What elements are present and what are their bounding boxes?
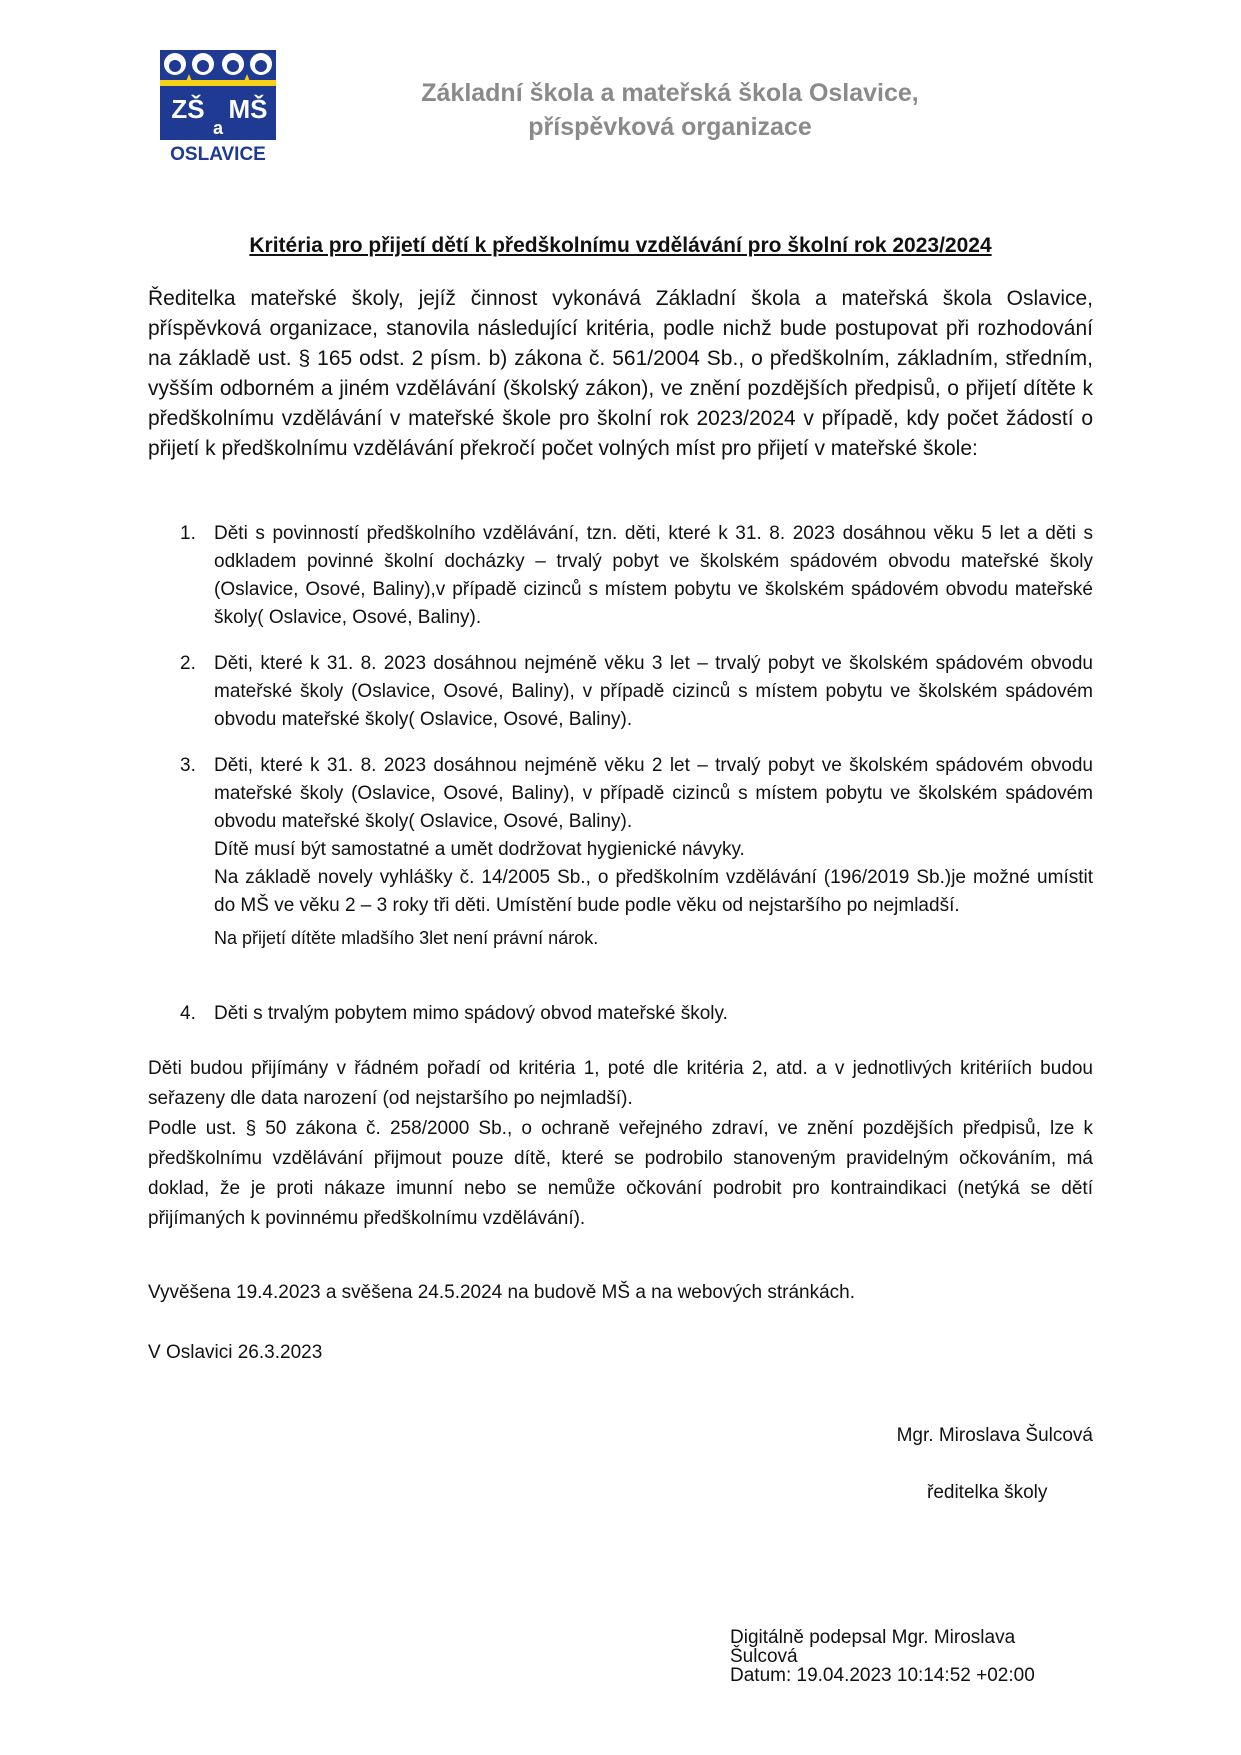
digital-signature-date: Datum: 19.04.2023 10:14:52 +02:00 <box>730 1665 1035 1686</box>
ordering-paragraph: Děti budou přijímány v řádném pořadí od kritéria 1, poté dle kritéria 2, atd. a v jednotlivých kritériích budou seřazeny dle data narození (od nejstaršího po nejmladší). <box>148 1058 1093 1109</box>
school-name-line1: Základní škola a mateřská škola Oslavice, <box>421 79 919 107</box>
criterion-text: Děti, které k 31. 8. 2023 dosáhnou nejméně věku 3 let – trvalý pobyt ve školském spádovém obvodu mateřské školy (Oslavice, Osové, Baliny), v případě cizinců s místem pobytu ve školském spádovém obvodu mateřské školy( Oslavice, Osové, Baliny). <box>214 653 1093 730</box>
school-name-line2: příspěvková organizace <box>528 113 812 141</box>
place-and-date: V Oslavici 26.3.2023 <box>148 1342 323 1363</box>
criterion-number: 1. <box>180 523 196 544</box>
closing-paragraphs <box>148 1054 1093 1234</box>
criterion-text: Děti, které k 31. 8. 2023 dosáhnou nejméně věku 2 let – trvalý pobyt ve školském spádovém obvodu mateřské školy (Oslavice, Osové, Baliny), v případě cizinců s místem pobytu ve školském spádovém obvodu mateřské školy( Oslavice, Osové, Baliny). <box>214 755 1093 832</box>
criterion-item <box>148 1000 1093 1028</box>
criterion-text: Děti s povinností předškolního vzdělávání, tzn. děti, které k 31. 8. 2023 dosáhnou věku 5 let a děti s odkladem povinné školní docházky – trvalý pobyt ve školském spádovém obvodu mateřské školy (Oslavice, Osové, Baliny),v případě cizinců s místem pobytu ve školském spádovém obvodu mateřské školy( Oslavice, Osové, Baliny). <box>214 523 1093 628</box>
signer-name: Mgr. Miroslava Šulcová <box>896 1425 1093 1446</box>
school-name-header <box>390 76 950 144</box>
criterion-number: 2. <box>180 653 196 674</box>
criterion-number: 4. <box>180 1003 196 1024</box>
criterion-item <box>148 520 1093 632</box>
school-logo <box>160 50 276 166</box>
digital-signature-line1: Digitálně podepsal Mgr. Miroslava <box>730 1627 1016 1648</box>
criterion-item <box>148 650 1093 734</box>
logo-zs: ZŠ <box>171 94 205 124</box>
signer-role: ředitelka školy <box>927 1482 1048 1503</box>
logo-oslavice: OSLAVICE <box>170 144 266 165</box>
criterion-number: 3. <box>180 755 196 776</box>
criterion-note-legal: Na přijetí dítěte mladšího 3let není právní nárok. <box>214 928 599 948</box>
criterion-note-hygiene: Dítě musí být samostatné a umět dodržovat hygienické návyky. <box>214 839 745 860</box>
digital-signature-line2: Šulcová <box>730 1646 798 1667</box>
posting-note: Vyvěšena 19.4.2023 a svěšena 24.5.2024 na budově MŠ a na webových stránkách. <box>148 1282 855 1303</box>
digital-signature <box>730 1628 1110 1685</box>
logo-ms: MŠ <box>228 94 268 124</box>
logo-a: a <box>212 118 224 138</box>
intro-paragraph: Ředitelka mateřské školy, jejíž činnost vykonává Základní škola a mateřská škola Oslavice, příspěvková organizace, stanovila následující kritéria, podle nichž bude postupovat při rozhodování na základě ust. § 165 odst. 2 písm. b) zákona č. 561/2004 Sb., o předškolním, základním, středním, vyšším odborném a jiném vzdělávání (školský zákon), ve znění pozdějších předpisů, o přijetí dítěte k předškolnímu vzdělávání v mateřské škole pro školní rok 2023/2024 v případě, kdy počet žádostí o přijetí k předškolnímu vzdělávání překročí počet volných míst pro přijetí v mateřské škole: <box>148 287 1093 460</box>
document-title: Kritéria pro přijetí dětí k předškolnímu vzdělávání pro školní rok 2023/2024 <box>249 234 992 257</box>
criterion-note-decree: Na základě novely vyhlášky č. 14/2005 Sb., o předškolním vzdělávání (196/2019 Sb.)je možné umístit do MŠ ve věku 2 – 3 roky tři děti. Umístění bude podle věku od nejstaršího po nejmladší. <box>214 867 1093 916</box>
criterion-text: Děti s trvalým pobytem mimo spádový obvod mateřské školy. <box>214 1003 728 1024</box>
criteria-list <box>148 520 1093 1024</box>
vaccination-paragraph: Podle ust. § 50 zákona č. 258/2000 Sb., o ochraně veřejného zdraví, ve znění pozdějších předpisů, lze k předškolnímu vzdělávání přijmout pouze dítě, které se podrobilo stanoveným pravidelným očkováním, má doklad, že je proti nákaze imunní nebo se nemůže očkování podrobit pro kontraindikaci (netýká se dětí přijímaných k povinnému předškolnímu vzdělávání). <box>148 1118 1093 1229</box>
criterion-item <box>148 752 1093 952</box>
